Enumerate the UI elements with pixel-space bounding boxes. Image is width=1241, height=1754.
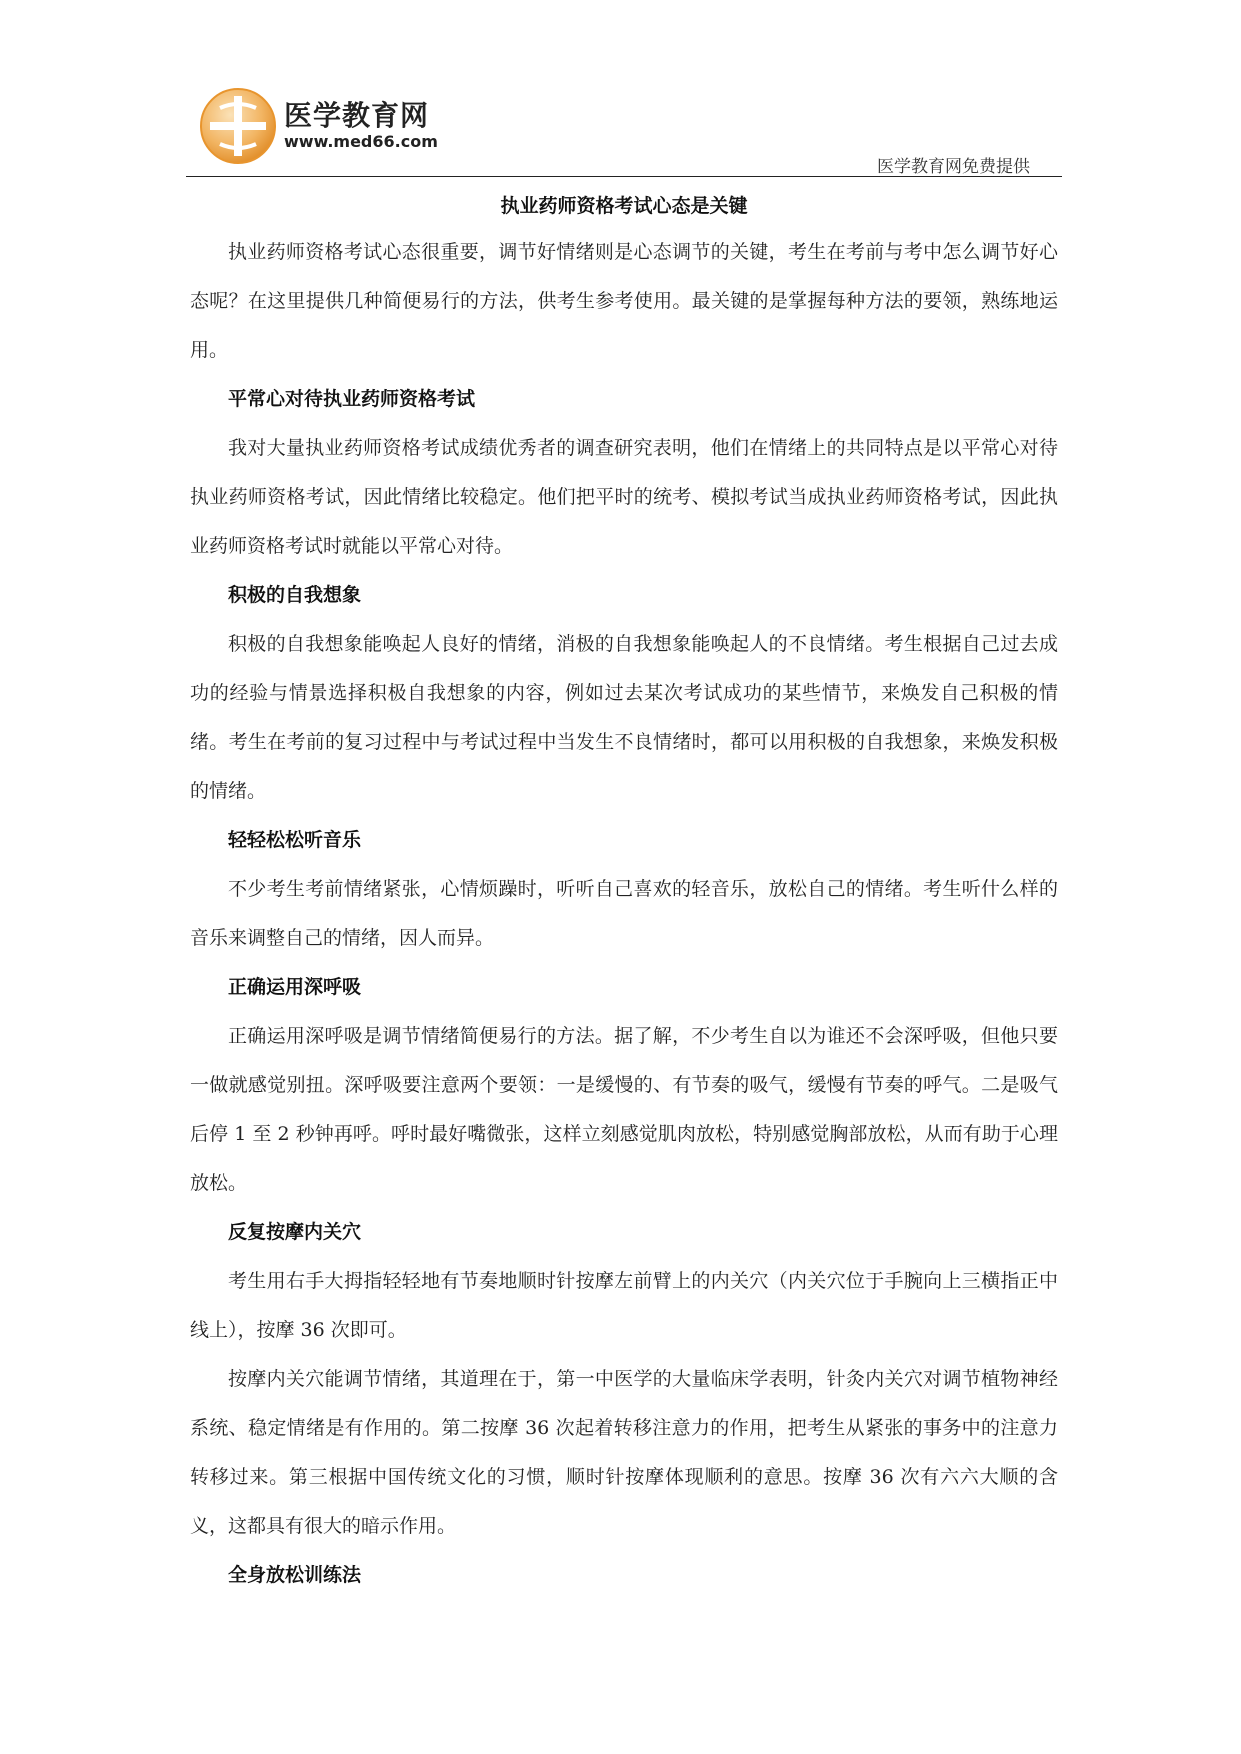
provider-text: 医学教育网免费提供: [877, 157, 1030, 177]
article-title: 执业药师资格考试心态是关键: [500, 195, 748, 217]
paragraph: 正确运用深呼吸是调节情绪简便易行的方法。据了解，不少考生自以为谁还不会深呼吸，但他只要一做就感觉别扭。深呼吸要注意两个要领：一是缓慢的、有节奏的吸气，缓慢有节奏的呼气。二是吸气后停 1 至 2 秒钟再呼。呼时最好嘴微张，这样立刻感觉肌肉放松，特别感觉胸部放松，从而有助于心理放松。: [190, 1025, 1058, 1194]
section-heading: 平常心对待执业药师资格考试: [228, 388, 476, 410]
med66-logo: [198, 86, 282, 166]
section-heading: 正确运用深呼吸: [228, 976, 362, 998]
logo-emblem-icon: [198, 86, 282, 166]
paragraph: 不少考生考前情绪紧张，心情烦躁时，听听自己喜欢的轻音乐，放松自己的情绪。考生听什么样的音乐来调整自己的情绪，因人而异。: [190, 878, 1058, 949]
article: [190, 188, 1058, 1600]
header-divider: [186, 176, 1062, 177]
paragraph: 按摩内关穴能调节情绪，其道理在于，第一中医学的大量临床学表明，针灸内关穴对调节植物神经系统、稳定情绪是有作用的。第二按摩 36 次起着转移注意力的作用，把考生从紧张的事务中的注意力转移过来。第三根据中国传统文化的习惯，顺时针按摩体现顺利的意思。按摩 36 次有六六大顺的含义，这都具有很大的暗示作用。: [190, 1368, 1058, 1537]
section-heading: 积极的自我想象: [228, 584, 362, 606]
section-heading: 全身放松训练法: [228, 1564, 362, 1586]
paragraph: 我对大量执业药师资格考试成绩优秀者的调查研究表明，他们在情绪上的共同特点是以平常心对待执业药师资格考试，因此情绪比较稳定。他们把平时的统考、模拟考试当成执业药师资格考试，因此执业药师资格考试时就能以平常心对待。: [190, 437, 1058, 557]
section-heading: 轻轻松松听音乐: [228, 829, 362, 851]
page-header: [186, 86, 1062, 176]
paragraph: 积极的自我想象能唤起人良好的情绪，消极的自我想象能唤起人的不良情绪。考生根据自己过去成功的经验与情景选择积极自我想象的内容，例如过去某次考试成功的某些情节，来焕发自己积极的情绪。考生在考前的复习过程中与考试过程中当发生不良情绪时，都可以用积极的自我想象，来焕发积极的情绪。: [190, 633, 1058, 802]
paragraph: 考生用右手大拇指轻轻地有节奏地顺时针按摩左前臂上的内关穴（内关穴位于手腕向上三横指正中线上），按摩 36 次即可。: [190, 1270, 1058, 1341]
section-heading: 反复按摩内关穴: [228, 1221, 362, 1243]
site-url[interactable]: www.med66.com: [284, 132, 438, 151]
article-body: [190, 228, 1058, 1600]
paragraph: 执业药师资格考试心态很重要，调节好情绪则是心态调节的关键，考生在考前与考中怎么调节好心态呢？在这里提供几种简便易行的方法，供考生参考使用。最关键的是掌握每种方法的要领，熟练地运用。: [190, 241, 1058, 361]
site-name: 医学教育网: [284, 99, 430, 132]
